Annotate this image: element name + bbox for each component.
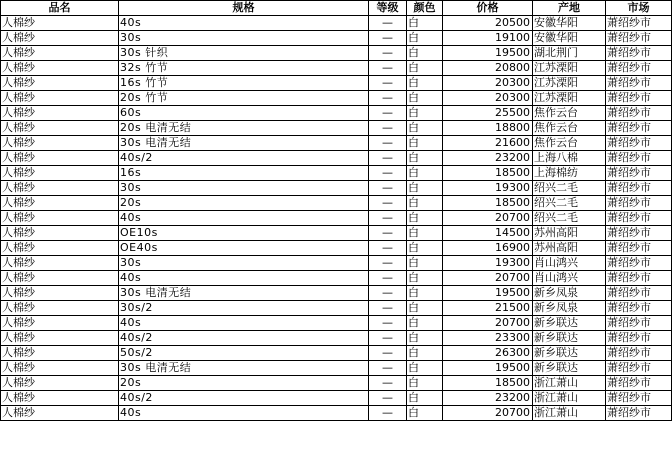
cell-market: 萧绍纱市: [606, 286, 672, 301]
table-row: [1, 241, 672, 256]
cell-color: 白: [407, 106, 443, 121]
cell-origin: 绍兴二毛: [533, 211, 606, 226]
cell-price: 20700: [443, 406, 533, 421]
cell-spec: 30s 针织: [119, 46, 369, 61]
cell-spec: 30s: [119, 181, 369, 196]
cell-grade: —: [369, 106, 407, 121]
cell-product-name: 人棉纱: [1, 211, 119, 226]
cell-product-name: 人棉纱: [1, 226, 119, 241]
cell-spec: OE10s: [119, 226, 369, 241]
header-grade: 等级: [369, 1, 407, 16]
cell-grade: —: [369, 406, 407, 421]
cell-product-name: 人棉纱: [1, 91, 119, 106]
cell-product-name: 人棉纱: [1, 406, 119, 421]
cell-color: 白: [407, 346, 443, 361]
cell-origin: 湖北荆门: [533, 46, 606, 61]
table-row: [1, 91, 672, 106]
cell-price: 26300: [443, 346, 533, 361]
cell-spec: 60s: [119, 106, 369, 121]
cell-origin: 绍兴二毛: [533, 181, 606, 196]
cell-origin: 浙江萧山: [533, 406, 606, 421]
cell-color: 白: [407, 46, 443, 61]
cell-price: 20500: [443, 16, 533, 31]
cell-origin: 浙江萧山: [533, 376, 606, 391]
table-row: [1, 136, 672, 151]
cell-product-name: 人棉纱: [1, 256, 119, 271]
cell-market: 萧绍纱市: [606, 61, 672, 76]
cell-color: 白: [407, 391, 443, 406]
cell-price: 19300: [443, 181, 533, 196]
cell-origin: 焦作云台: [533, 106, 606, 121]
cell-grade: —: [369, 286, 407, 301]
cell-spec: 32s 竹节: [119, 61, 369, 76]
table-row: [1, 211, 672, 226]
cell-spec: 40s: [119, 16, 369, 31]
cell-grade: —: [369, 136, 407, 151]
cell-price: 23300: [443, 331, 533, 346]
cell-color: 白: [407, 241, 443, 256]
table-row: [1, 226, 672, 241]
cell-market: 萧绍纱市: [606, 196, 672, 211]
cell-grade: —: [369, 241, 407, 256]
cell-spec: 40s: [119, 316, 369, 331]
cell-origin: 肖山鸿兴: [533, 271, 606, 286]
cell-color: 白: [407, 211, 443, 226]
cell-price: 14500: [443, 226, 533, 241]
cell-market: 萧绍纱市: [606, 376, 672, 391]
cell-price: 18500: [443, 166, 533, 181]
cell-spec: 20s 竹节: [119, 91, 369, 106]
cell-grade: —: [369, 376, 407, 391]
cell-product-name: 人棉纱: [1, 166, 119, 181]
cell-price: 23200: [443, 151, 533, 166]
table-row: [1, 316, 672, 331]
cell-market: 萧绍纱市: [606, 256, 672, 271]
table-body: [1, 16, 672, 421]
cell-price: 18800: [443, 121, 533, 136]
cell-product-name: 人棉纱: [1, 136, 119, 151]
cell-market: 萧绍纱市: [606, 331, 672, 346]
header-origin: 产地: [533, 1, 606, 16]
cell-spec: 30s 电清无结: [119, 286, 369, 301]
cell-spec: 16s 竹节: [119, 76, 369, 91]
table-row: [1, 256, 672, 271]
cell-price: 21500: [443, 301, 533, 316]
cell-grade: —: [369, 316, 407, 331]
cell-product-name: 人棉纱: [1, 391, 119, 406]
cell-origin: 安徽华阳: [533, 31, 606, 46]
table-row: [1, 391, 672, 406]
cell-price: 18500: [443, 376, 533, 391]
cell-product-name: 人棉纱: [1, 241, 119, 256]
cell-spec: 30s/2: [119, 301, 369, 316]
table-row: [1, 16, 672, 31]
cell-spec: 30s: [119, 256, 369, 271]
cell-price: 19100: [443, 31, 533, 46]
cell-grade: —: [369, 361, 407, 376]
cell-market: 萧绍纱市: [606, 391, 672, 406]
cell-product-name: 人棉纱: [1, 346, 119, 361]
cell-product-name: 人棉纱: [1, 301, 119, 316]
cell-market: 萧绍纱市: [606, 316, 672, 331]
cell-price: 25500: [443, 106, 533, 121]
cell-grade: —: [369, 91, 407, 106]
cell-product-name: 人棉纱: [1, 271, 119, 286]
cell-price: 20700: [443, 271, 533, 286]
cell-spec: 40s: [119, 406, 369, 421]
cell-product-name: 人棉纱: [1, 361, 119, 376]
cell-color: 白: [407, 331, 443, 346]
cell-product-name: 人棉纱: [1, 16, 119, 31]
cell-origin: 江苏溧阳: [533, 61, 606, 76]
cell-color: 白: [407, 286, 443, 301]
cell-color: 白: [407, 271, 443, 286]
cell-grade: —: [369, 301, 407, 316]
cell-product-name: 人棉纱: [1, 151, 119, 166]
cell-origin: 肖山鸿兴: [533, 256, 606, 271]
cell-origin: 新乡联达: [533, 331, 606, 346]
cell-color: 白: [407, 91, 443, 106]
cell-origin: 上海棉纺: [533, 166, 606, 181]
cell-product-name: 人棉纱: [1, 316, 119, 331]
cell-market: 萧绍纱市: [606, 46, 672, 61]
table-row: [1, 121, 672, 136]
cell-grade: —: [369, 181, 407, 196]
cell-spec: 20s: [119, 196, 369, 211]
cell-price: 19300: [443, 256, 533, 271]
cell-price: 20700: [443, 316, 533, 331]
cell-origin: 绍兴二毛: [533, 196, 606, 211]
cell-market: 萧绍纱市: [606, 271, 672, 286]
cell-color: 白: [407, 76, 443, 91]
cell-spec: 40s: [119, 271, 369, 286]
header-market: 市场: [606, 1, 672, 16]
cell-grade: —: [369, 256, 407, 271]
cell-market: 萧绍纱市: [606, 361, 672, 376]
cell-grade: —: [369, 151, 407, 166]
table-row: [1, 331, 672, 346]
cell-color: 白: [407, 256, 443, 271]
cell-price: 20800: [443, 61, 533, 76]
cell-grade: —: [369, 46, 407, 61]
cell-product-name: 人棉纱: [1, 76, 119, 91]
table-row: [1, 361, 672, 376]
cell-market: 萧绍纱市: [606, 136, 672, 151]
table-row: [1, 301, 672, 316]
table-row: [1, 346, 672, 361]
cell-price: 19500: [443, 361, 533, 376]
table-row: [1, 166, 672, 181]
cell-spec: 40s: [119, 211, 369, 226]
cell-spec: OE40s: [119, 241, 369, 256]
cell-color: 白: [407, 316, 443, 331]
cell-origin: 苏州高阳: [533, 226, 606, 241]
cell-spec: 20s: [119, 376, 369, 391]
cell-spec: 30s 电清无结: [119, 361, 369, 376]
cell-spec: 40s/2: [119, 331, 369, 346]
table-row: [1, 196, 672, 211]
table-row: [1, 271, 672, 286]
cell-grade: —: [369, 271, 407, 286]
cell-origin: 江苏溧阳: [533, 76, 606, 91]
cell-color: 白: [407, 16, 443, 31]
cell-color: 白: [407, 196, 443, 211]
table-row: [1, 151, 672, 166]
cell-color: 白: [407, 121, 443, 136]
table-row: [1, 181, 672, 196]
cell-product-name: 人棉纱: [1, 331, 119, 346]
cell-spec: 40s/2: [119, 151, 369, 166]
table-row: [1, 286, 672, 301]
cell-product-name: 人棉纱: [1, 286, 119, 301]
cell-grade: —: [369, 16, 407, 31]
cell-grade: —: [369, 61, 407, 76]
cell-grade: —: [369, 211, 407, 226]
cell-origin: 上海八棉: [533, 151, 606, 166]
table-row: [1, 46, 672, 61]
cell-origin: 安徽华阳: [533, 16, 606, 31]
cell-price: 20700: [443, 211, 533, 226]
cell-price: 18500: [443, 196, 533, 211]
cell-color: 白: [407, 301, 443, 316]
table-row: [1, 376, 672, 391]
cell-product-name: 人棉纱: [1, 121, 119, 136]
cell-grade: —: [369, 121, 407, 136]
cell-market: 萧绍纱市: [606, 211, 672, 226]
cell-grade: —: [369, 31, 407, 46]
cell-market: 萧绍纱市: [606, 241, 672, 256]
cell-market: 萧绍纱市: [606, 106, 672, 121]
cell-market: 萧绍纱市: [606, 226, 672, 241]
cell-product-name: 人棉纱: [1, 46, 119, 61]
cell-market: 萧绍纱市: [606, 91, 672, 106]
table-row: [1, 106, 672, 121]
cell-spec: 30s 电清无结: [119, 136, 369, 151]
cell-grade: —: [369, 391, 407, 406]
header-spec: 规格: [119, 1, 369, 16]
cell-grade: —: [369, 76, 407, 91]
cell-color: 白: [407, 61, 443, 76]
cell-market: 萧绍纱市: [606, 166, 672, 181]
cell-market: 萧绍纱市: [606, 151, 672, 166]
cell-product-name: 人棉纱: [1, 106, 119, 121]
table-row: [1, 31, 672, 46]
table-row: [1, 61, 672, 76]
cell-market: 萧绍纱市: [606, 121, 672, 136]
cell-market: 萧绍纱市: [606, 301, 672, 316]
cell-origin: 江苏溧阳: [533, 91, 606, 106]
cell-origin: 新乡联达: [533, 346, 606, 361]
cell-price: 20300: [443, 91, 533, 106]
cell-price: 20300: [443, 76, 533, 91]
header-color: 颜色: [407, 1, 443, 16]
cell-origin: 新乡联达: [533, 316, 606, 331]
cell-price: 16900: [443, 241, 533, 256]
cell-market: 萧绍纱市: [606, 346, 672, 361]
cell-color: 白: [407, 151, 443, 166]
header-row: [1, 1, 672, 16]
cell-grade: —: [369, 166, 407, 181]
header-price: 价格: [443, 1, 533, 16]
cell-price: 21600: [443, 136, 533, 151]
cell-price: 23200: [443, 391, 533, 406]
cell-market: 萧绍纱市: [606, 31, 672, 46]
cell-grade: —: [369, 346, 407, 361]
cell-grade: —: [369, 226, 407, 241]
table-row: [1, 76, 672, 91]
cell-price: 19500: [443, 286, 533, 301]
cell-color: 白: [407, 376, 443, 391]
cell-grade: —: [369, 331, 407, 346]
cell-spec: 30s: [119, 31, 369, 46]
cell-origin: 焦作云台: [533, 121, 606, 136]
cell-color: 白: [407, 166, 443, 181]
cell-color: 白: [407, 226, 443, 241]
cell-color: 白: [407, 136, 443, 151]
cell-price: 19500: [443, 46, 533, 61]
cell-origin: 新乡联达: [533, 361, 606, 376]
cell-color: 白: [407, 181, 443, 196]
table-row: [1, 406, 672, 421]
cell-product-name: 人棉纱: [1, 196, 119, 211]
cell-grade: —: [369, 196, 407, 211]
cell-spec: 50s/2: [119, 346, 369, 361]
cell-origin: 焦作云台: [533, 136, 606, 151]
cell-product-name: 人棉纱: [1, 181, 119, 196]
cell-origin: 新乡凤泉: [533, 301, 606, 316]
cell-market: 萧绍纱市: [606, 406, 672, 421]
cell-product-name: 人棉纱: [1, 31, 119, 46]
cell-origin: 浙江萧山: [533, 391, 606, 406]
cell-product-name: 人棉纱: [1, 376, 119, 391]
cell-market: 萧绍纱市: [606, 76, 672, 91]
cell-color: 白: [407, 361, 443, 376]
cell-market: 萧绍纱市: [606, 16, 672, 31]
cell-origin: 新乡凤泉: [533, 286, 606, 301]
cell-origin: 苏州高阳: [533, 241, 606, 256]
cell-spec: 16s: [119, 166, 369, 181]
cell-market: 萧绍纱市: [606, 181, 672, 196]
cell-product-name: 人棉纱: [1, 61, 119, 76]
cell-spec: 40s/2: [119, 391, 369, 406]
cell-color: 白: [407, 31, 443, 46]
cell-spec: 20s 电清无结: [119, 121, 369, 136]
cell-color: 白: [407, 406, 443, 421]
header-product-name: 品名: [1, 1, 119, 16]
